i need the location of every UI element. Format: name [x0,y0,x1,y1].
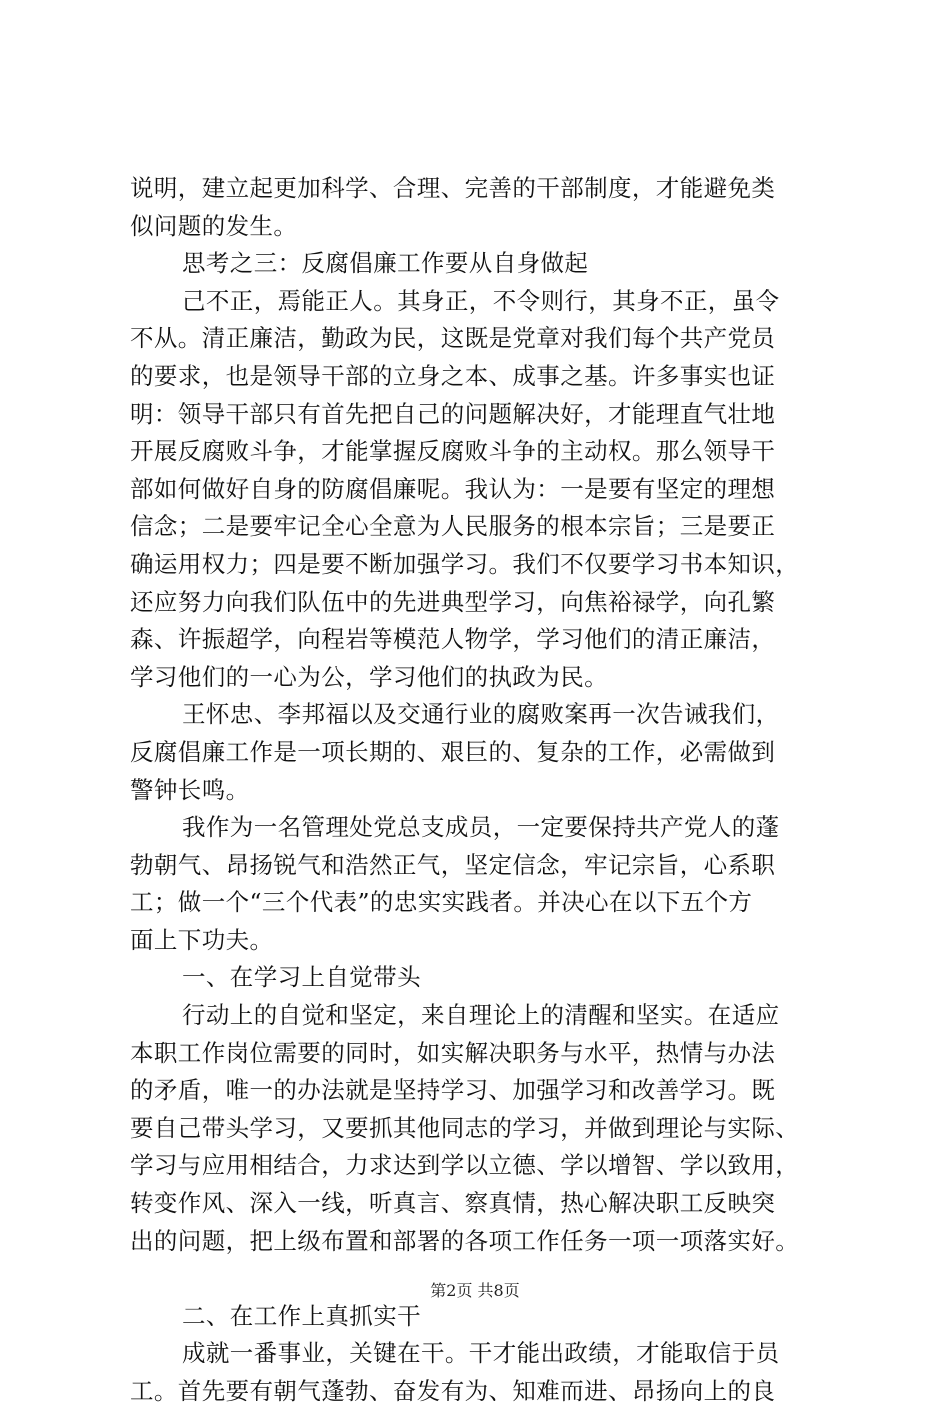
text-line: 开展反腐败斗争，才能掌握反腐败斗争的主动权。那么领导干 [130,437,776,466]
text-line: 工。首先要有朝气蓬勃、奋发有为、知难而进、昂扬向上的良 [130,1377,776,1405]
text-line: 似问题的发生。 [130,211,298,240]
section-heading: 二、在工作上真抓实干 [182,1301,421,1330]
section-heading: 一、在学习上自觉带头 [182,963,421,992]
text-line: 确运用权力；四是要不断加强学习。我们不仅要学习书本知识， [130,549,800,578]
text-line: 的矛盾，唯一的办法就是坚持学习、加强学习和改善学习。既 [130,1076,776,1105]
text-line: 己不正，焉能正人。其身正，不令则行，其身不正，虽令 [182,286,780,315]
text-line: 本职工作岗位需要的同时，如实解决职务与水平，热情与办法 [130,1038,776,1067]
page-number: 第2页 共8页 [430,1281,520,1300]
text-line: 工；做一个“三个代表”的忠实实践者。并决心在以下五个方 [130,888,753,917]
text-line: 森、许振超学，向程岩等模范人物学，学习他们的清正廉洁， [130,625,776,654]
section-heading: 思考之三：反腐倡廉工作要从自身做起 [182,249,589,278]
text-line: 还应努力向我们队伍中的先进典型学习，向焦裕禄学，向孔繁 [130,587,776,616]
text-line: 成就一番事业，关键在干。干才能出政绩，才能取信于员 [182,1339,780,1368]
text-line: 出的问题，把上级布置和部署的各项工作任务一项一项落实好。 [130,1226,800,1255]
text-line: 说明，建立起更加科学、合理、完善的干部制度，才能避免类 [130,174,776,202]
text-line: 转变作风、深入一线，听真言、察真情，热心解决职工反映突 [130,1189,776,1218]
text-line: 信念；二是要牢记全心全意为人民服务的根本宗旨；三是要正 [130,512,776,541]
text-line: 王怀忠、李邦福以及交通行业的腐败案再一次告诫我们， [182,700,780,729]
text-line: 不从。清正廉洁，勤政为民，这既是党章对我们每个共产党员 [130,324,776,353]
text-line: 学习与应用相结合，力求达到学以立德、学以增智、学以致用， [130,1151,800,1180]
text-line: 面上下功夫。 [130,925,274,954]
text-line: 部如何做好自身的防腐倡廉呢。我认为：一是要有坚定的理想 [130,474,776,503]
text-line: 要自己带头学习，又要抓其他同志的学习，并做到理论与实际、 [130,1113,800,1142]
text-line: 学习他们的一心为公，学习他们的执政为民。 [130,662,608,691]
text-line: 行动上的自觉和坚定，来自理论上的清醒和坚实。在适应 [182,1001,780,1030]
text-line: 勃朝气、昂扬锐气和浩然正气，坚定信念，牢记宗旨，心系职 [130,850,776,879]
text-line: 我作为一名管理处党总支成员，一定要保持共产党人的蓬 [182,813,780,842]
text-line: 反腐倡廉工作是一项长期的、艰巨的、复杂的工作，必需做到 [130,737,776,766]
text-line: 警钟长鸣。 [130,775,250,804]
document-body [130,170,835,1411]
text-line: 明：领导干部只有首先把自己的问题解决好，才能理直气壮地 [130,399,776,428]
text-line: 的要求，也是领导干部的立身之本、成事之基。许多事实也证 [130,361,776,390]
